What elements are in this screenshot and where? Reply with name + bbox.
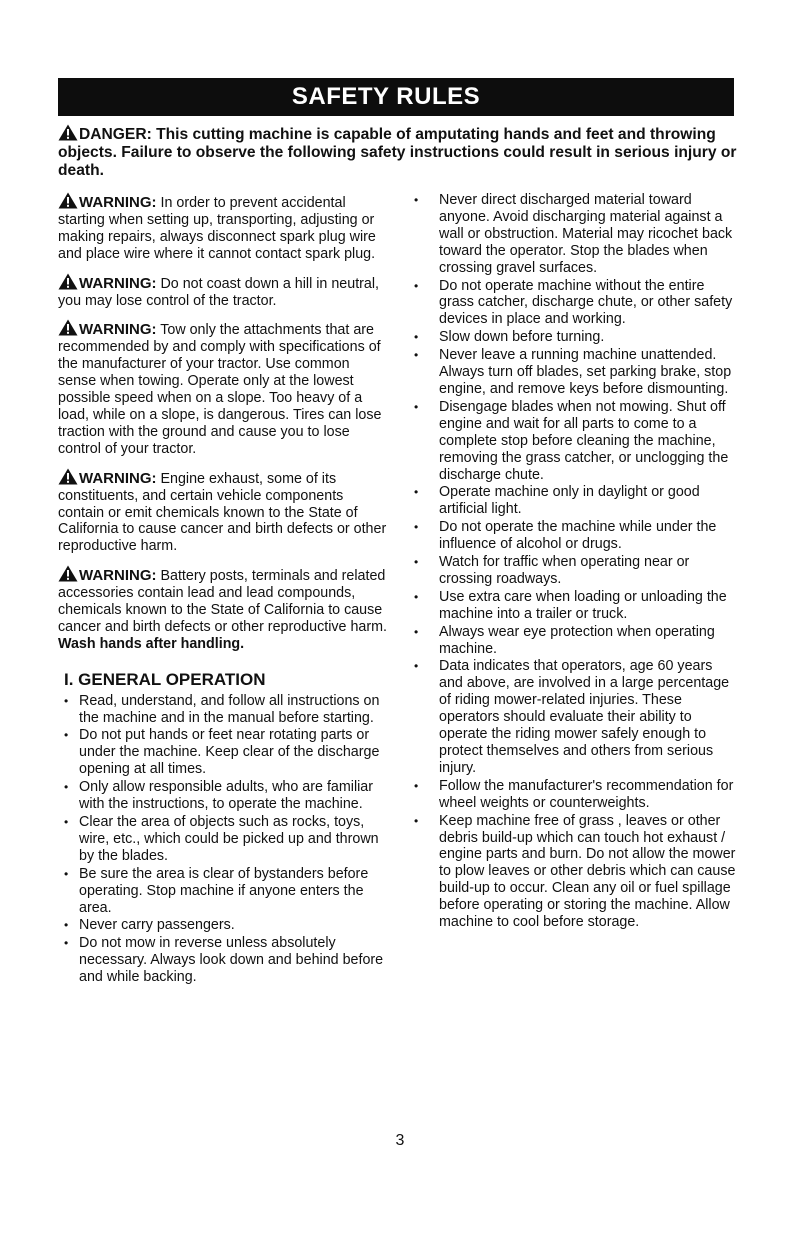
list-item: • Slow down before turning. (418, 329, 736, 346)
warning-paragraph (58, 565, 390, 653)
warning-triangle-icon (58, 468, 78, 485)
danger-notice (58, 124, 738, 180)
list-item: • Do not mow in reverse unless absolutely necessary. Always look down and behind before and while backing. (58, 935, 390, 986)
list-item: • Use extra care when loading or unloading the machine into a trailer or truck. (418, 589, 736, 623)
warning-label: WARNING: (79, 567, 157, 585)
list-item: • Do not put hands or feet near rotating parts or under the machine. Keep clear of the discharge opening at all times. (58, 727, 390, 778)
list-item: • Always wear eye protection when operating machine. (418, 624, 736, 658)
list-item: • Operate machine only in daylight or good artificial light. (418, 484, 736, 518)
warning-triangle-icon (58, 124, 78, 141)
list-item: • Follow the manufacturer's recommendation for wheel weights or counterweights. (418, 778, 736, 812)
list-item: • Do not operate the machine while under the influence of alcohol or drugs. (418, 519, 736, 553)
warning-paragraph (58, 192, 390, 263)
warning-triangle-icon (58, 192, 78, 209)
list-item: • Never leave a running machine unattended. Always turn off blades, set parking brake, stop engine, and remove keys before dismounting. (418, 347, 736, 398)
list-item: • Read, understand, and follow all instructions on the machine and in the manual before starting. (58, 693, 390, 727)
list-item: • Do not operate machine without the entire grass catcher, discharge chute, or other safety devices in place and working. (418, 278, 736, 329)
warning-paragraph (58, 273, 390, 310)
warning-text: Battery posts, terminals and related accessories contain lead and lead compounds, chemicals known to the State of California to cause cancer and birth defects or other reproductive harm. (58, 568, 387, 635)
operation-rules-list (418, 192, 736, 931)
list-item: • Watch for traffic when operating near or crossing roadways. (418, 554, 736, 588)
left-column (58, 192, 390, 987)
list-item: • Be sure the area is clear of bystanders before operating. Stop machine if anyone enters the area. (58, 866, 390, 917)
warning-text: Do not coast down a hill in neutral, you may lose control of the tractor. (58, 275, 380, 309)
general-operation-list (58, 693, 390, 986)
warning-label: WARNING: (79, 274, 157, 292)
safety-rules-banner (58, 78, 734, 116)
banner-title: SAFETY RULES (291, 83, 481, 110)
list-item: • Disengage blades when not mowing. Shut off engine and wait for all parts to come to a complete stop before cleaning the machine, removing the grass catcher, or unclogging the discharge chute. (418, 399, 736, 484)
list-item: • Only allow responsible adults, who are familiar with the instructions, to operate the machine. (58, 779, 390, 813)
section-heading: I. GENERAL OPERATION (64, 669, 266, 689)
danger-text: This cutting machine is capable of amputating hands and feet and throwing objects. Failure to observe the following safety instructions could result in serious injury or death. (58, 126, 737, 179)
danger-label: DANGER: (79, 126, 152, 143)
warning-triangle-icon (58, 319, 78, 336)
warning-triangle-icon (58, 273, 78, 290)
warning-paragraph (58, 319, 390, 457)
warning-label: WARNING: (79, 194, 157, 211)
warning-paragraph (58, 468, 390, 556)
warning-label: WARNING: (79, 469, 157, 487)
list-item: • Clear the area of objects such as rocks, toys, wire, etc., which could be picked up and thrown by the blades. (58, 814, 390, 865)
warning-text: Engine exhaust, some of its constituents, and certain vehicle components contain or emit chemicals known to the State of California to cause cancer and birth defects or other reproductive harm. (58, 470, 387, 555)
right-column (418, 192, 736, 932)
warning-triangle-icon (58, 565, 78, 582)
list-item: • Data indicates that operators, age 60 years and above, are involved in a large percentage of riding mower-related injuries. These operators should evaluate their ability to operate the riding mower safely enough to protect themselves and others from serious injury. (418, 658, 736, 776)
warning-label: WARNING: (79, 321, 157, 339)
warning-text: Tow only the attachments that are recommended by and comply with specifications of the manufacturer of your tractor. Use common sense when towing. Operate only at the lowest possible speed when on a slope. Too heavy of a load, while on a slope, is dangerous. Tires can lose traction with the ground and cause you to lose control of your tractor. (58, 322, 382, 457)
warning-text: In order to prevent accidental starting when setting up, transporting, adjusting or making repairs, always disconnect spark plug wire and place wire where it cannot contact spark plug. (58, 195, 376, 262)
list-item: • Never carry passengers. (58, 917, 390, 934)
list-item: • Never direct discharged material toward anyone. Avoid discharging material against a wall or obstruction. Material may ricochet back toward the operator. Stop the blades when crossing gravel surfaces. (418, 192, 736, 277)
page-number: 3 (395, 1132, 405, 1149)
list-item: • Keep machine free of grass , leaves or other debris build-up which can touch hot exhaust / engine parts and burn. Do not allow the mower to plow leaves or other debris which can cause build-up to occur. Clean any oil or fuel spillage before operating or storing the machine. Allow machine to cool before storage. (418, 813, 736, 931)
warning-emphasis: Wash hands after handling. (58, 635, 245, 652)
